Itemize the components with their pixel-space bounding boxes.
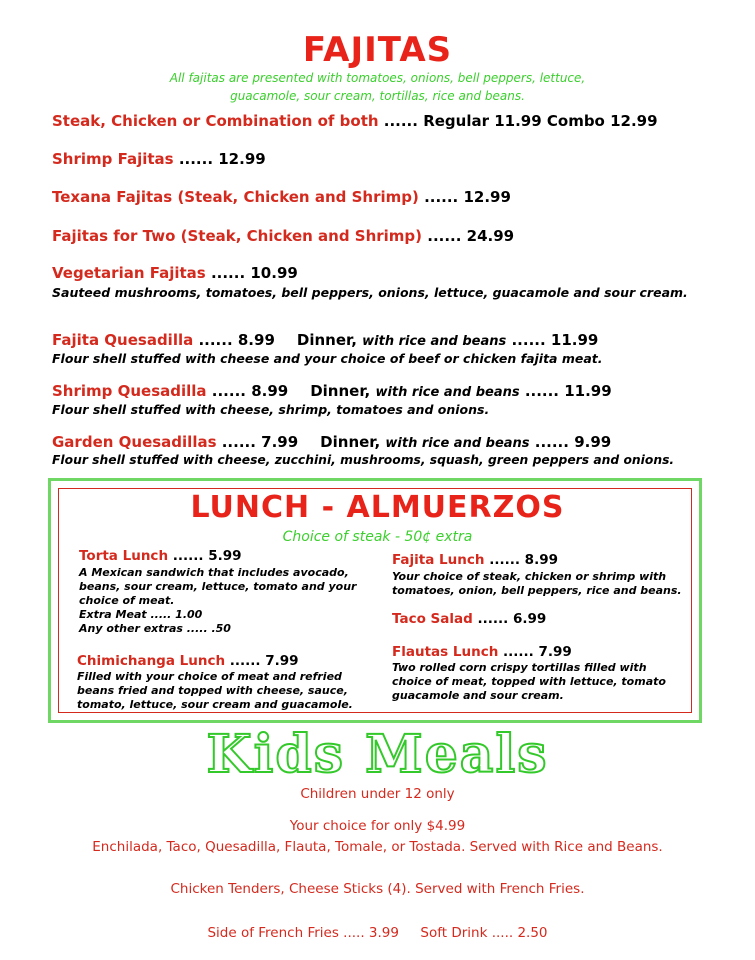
item-price: 12.99 (218, 150, 266, 168)
dinner-note: with rice and beans (362, 334, 507, 349)
item-price: 24.99 (466, 227, 515, 245)
fajitas-title: FAJITAS (302, 30, 453, 70)
dinner-label: Dinner, (320, 433, 381, 451)
item-price: 7.99 (261, 433, 299, 451)
item-dots: ...... (418, 188, 464, 206)
item-dots: ...... (205, 264, 251, 282)
item-price: 8.99 (251, 382, 289, 400)
kids-tenders-line: Chicken Tenders, Cheese Sticks (4). Served with French Fries. (170, 881, 585, 897)
item-description: Flour shell stuffed with cheese, zucchini, mushrooms, squash, green peppers and onions. (52, 453, 675, 467)
item-name: Chimichanga Lunch (77, 653, 226, 669)
menu-item (52, 331, 598, 349)
lunch-item-chimichanga (77, 653, 299, 669)
menu-item (52, 227, 514, 245)
item-description: Filled with your choice of meat and refried beans fried and topped with cheese, sauce, tomato, lettuce, sour cream and guacamole. (77, 670, 353, 711)
item-dots: ...... (173, 150, 219, 168)
item-price: 6.99 (512, 611, 547, 627)
dinner-price: 11.99 (564, 382, 612, 400)
menu-item (52, 150, 266, 168)
item-dots: ...... (378, 112, 424, 130)
item-dots: ...... (484, 552, 525, 568)
menu-item (52, 382, 612, 400)
lunch-item-fajita (392, 552, 558, 568)
item-name: Fajitas for Two (Steak, Chicken and Shrimp) (52, 227, 423, 245)
dinner-dots: ...... (529, 433, 575, 451)
item-name: Garden Quesadillas (52, 433, 217, 451)
dinner-note: with rice and beans (385, 436, 530, 451)
kids-meals-title: Kids Meals (206, 724, 549, 785)
item-description: Flour shell stuffed with cheese and your choice of beef or chicken fajita meat. (52, 351, 603, 366)
fajitas-subtitle-line1: All fajitas are presented with tomatoes, onions, bell peppers, lettuce, (169, 71, 586, 85)
item-price: 7.99 (538, 644, 572, 660)
item-price: 8.99 (524, 552, 558, 568)
dinner-note: with rice and beans (375, 385, 520, 400)
item-dots: ...... (225, 653, 266, 669)
item-price: 10.99 (250, 264, 298, 282)
menu-item (52, 188, 511, 206)
dinner-dots: ...... (519, 382, 565, 400)
item-name: Texana Fajitas (Steak, Chicken and Shrimp) (52, 188, 419, 206)
item-dots: ...... (206, 382, 252, 400)
item-price: 7.99 (265, 653, 299, 669)
item-dots: ...... (472, 611, 513, 627)
item-price: Regular 11.99 Combo 12.99 (423, 112, 658, 130)
dinner-price: 11.99 (550, 331, 599, 349)
item-name: Flautas Lunch (392, 644, 499, 660)
item-dots: ...... (498, 644, 539, 660)
lunch-item-taco-salad (392, 611, 546, 627)
kids-choice-line: Your choice for only $4.99 (289, 818, 466, 834)
item-name: Shrimp Quesadilla (52, 382, 207, 400)
item-name: Fajita Quesadilla (52, 331, 194, 349)
fajitas-subtitle-line2: guacamole, sour cream, tortillas, rice and beans. (230, 89, 525, 103)
kids-age-note: Children under 12 only (300, 786, 455, 802)
lunch-item-flautas (392, 644, 572, 660)
item-name: Torta Lunch (79, 548, 169, 564)
dinner-label: Dinner, (310, 382, 371, 400)
item-name: Fajita Lunch (392, 552, 485, 568)
item-name: Shrimp Fajitas (52, 150, 174, 168)
lunch-subtitle: Choice of steak - 50¢ extra (282, 529, 473, 545)
item-description: Flour shell stuffed with cheese, shrimp, tomatoes and onions. (52, 402, 490, 417)
kids-sides-line: Side of French Fries ..... 3.99 Soft Drink ..... 2.50 (207, 925, 548, 941)
menu-item (52, 433, 611, 451)
item-name: Taco Salad (392, 611, 473, 627)
item-price: 12.99 (463, 188, 511, 206)
item-dots: ...... (216, 433, 262, 451)
item-price: 8.99 (237, 331, 275, 349)
kids-options-line: Enchilada, Taco, Quesadilla, Flauta, Tomale, or Tostada. Served with Rice and Beans. (92, 839, 663, 855)
item-dots: ...... (422, 227, 467, 245)
dinner-label: Dinner, (296, 331, 357, 349)
menu-item (52, 112, 658, 130)
item-name: Vegetarian Fajitas (52, 264, 206, 282)
lunch-item-torta (79, 548, 242, 564)
dinner-dots: ...... (506, 331, 551, 349)
dinner-price: 9.99 (574, 433, 612, 451)
lunch-title: LUNCH - ALMUERZOS (190, 490, 565, 525)
item-name: Steak, Chicken or Combination of both (52, 112, 379, 130)
menu-item (52, 264, 298, 282)
item-description: Your choice of steak, chicken or shrimp with tomatoes, onion, bell peppers, rice and beans. (392, 570, 682, 597)
item-description: Sauteed mushrooms, tomatoes, bell peppers, onions, lettuce, guacamole and sour cream. (52, 285, 688, 300)
item-dots: ...... (168, 548, 209, 564)
item-description: A Mexican sandwich that includes avocado, beans, sour cream, lettuce, tomato and your choice of meat. Extra Meat ..... 1.00 Any other extras ..... .50 (79, 566, 357, 635)
item-description: Two rolled corn crispy tortillas filled with choice of meat, topped with lettuce, tomato guacamole and sour cream. (392, 661, 666, 702)
item-dots: ...... (193, 331, 238, 349)
item-price: 5.99 (208, 548, 242, 564)
